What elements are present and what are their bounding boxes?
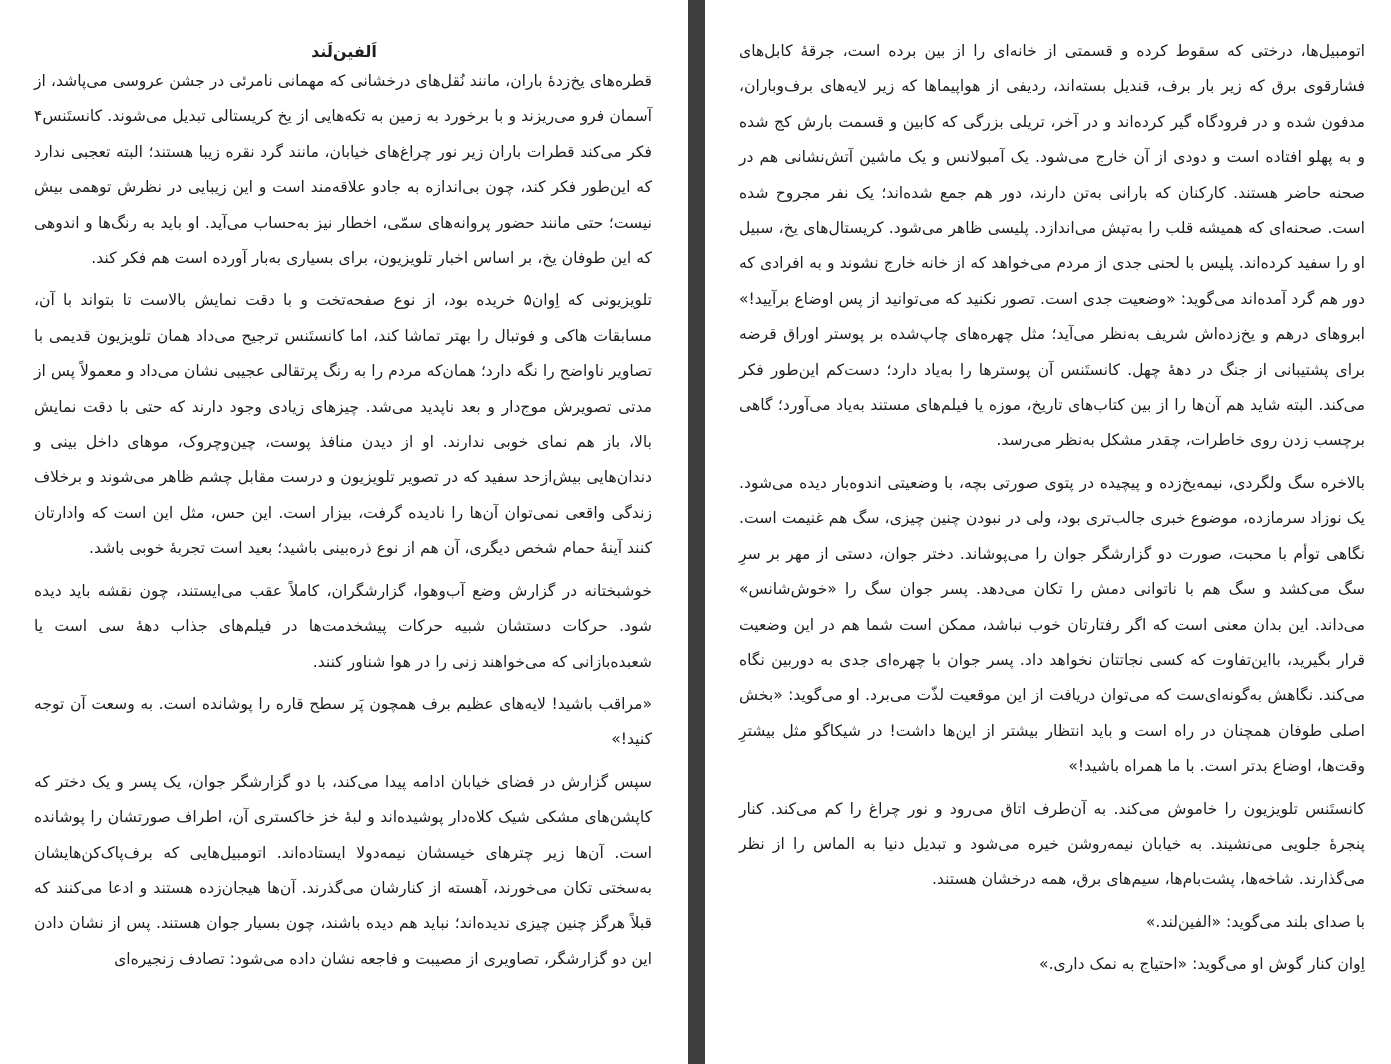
right-text-column <box>739 34 1365 983</box>
paragraph: اتومبیل‌ها، درختی که سقوط کرده و قسمتی از خانه‌ای را از بین برده است، جرقهٔ کابل‌های فشارقوی برق که زیر بار برف، قندیل بسته‌اند، ردیفی از هواپیماها که زیر لایه‌های برف‌وباران، مدفون شده و در فرودگاه گیر کرده‌اند و در آخر، تریلی بزرگی که کابین و قسمت بارش کج شده و به پهلو افتاده است و دودی از آن خارج می‌شود. یک آمبولانس و یک ماشین آتش‌نشانی هم در صحنه حاضر هستند. کارکنان که بارانی به‌تن دارند، دور هم جمع شده‌اند؛ یک نفر مجروح شده است. صحنه‌ای که همیشه قلب را به‌تپش می‌اندازد. پلیسی ظاهر می‌شود. کریستال‌های یخ، سبیل او را سفید کرده‌اند. پلیس با لحنی جدی از مردم می‌خواهد که از خانه خارج نشوند و به افرادی که دور هم گرد آمده‌اند می‌گوید: «وضعیت جدی است. تصور نکنید که می‌توانید از پس اوضاع برآیید!» ابروهای درهم و یخ‌زده‌اش شریف به‌نظر می‌آید؛ مثل چهره‌های چاپ‌شده بر پوستر اوراق قرضه برای پشتیبانی از جنگ در دههٔ چهل. کانستَنس آن پوسترها را به‌یاد دارد؛ دست‌کم این‌طور فکر می‌کند. البته شاید هم آن‌ها را از بین کتاب‌های تاریخ، موزه یا فیلم‌های مستند به‌یاد می‌آورد؛ گاهی برچسب زدن روی خاطرات، چقدر مشکل به‌نظر می‌رسد. <box>739 42 1365 450</box>
left-page <box>0 0 688 1064</box>
chapter-title: اَلفین‌لَند <box>311 42 377 61</box>
paragraph: کانستَنس تلویزیون را خاموش می‌کند. به آن‌طرف اتاق می‌رود و نور چراغ را کم می‌کند. کنار پنجرهٔ جلویی می‌نشیند. به خیابان نیمه‌روشن خیره می‌شود و تبدیل دنیا به الماس را از نظر می‌گذارند. شاخه‌ها، پشت‌بام‌ها، سیم‌های برق، همه درخشان هستند. <box>739 799 1365 889</box>
paragraph: تلویزیونی که اِوان۵ خریده بود، از نوع صفحه‌تخت و با دقت نمایش بالاست تا بتواند با آن، مسابقات هاکی و فوتبال را بهتر تماشا کند، اما کانستَنس ترجیح می‌داد همان تلویزیون قدیمی با تصاویر ناواضح را نگه دارد؛ همان‌که مردم را به رنگ پرتقالی عجیبی نشان می‌داد و معمولاً پس از مدتی تصویرش موج‌دار و بعد ناپدید می‌شد. چیزهای زیادی وجود دارند که حتی با دقت نمایش بالا، باز هم نمای خوبی ندارند. او از دیدن منافذ پوست، چین‌وچروک، موهای داخل بینی و دندان‌هایی بیش‌ازحد سفید که در تصویر تلویزیون و درست مقابل چشم ظاهر می‌شوند و برخلاف زندگی واقعی نمی‌توان آن‌ها را نادیده گرفت، بیزار است. این حس، مثل این است که وادارتان کنند آینهٔ حمام شخص دیگری، آن هم از نوع ذره‌بینی باشید؛ بعید است تجربهٔ خوبی باشد. <box>34 291 652 558</box>
right-page <box>705 0 1391 1064</box>
page-gutter <box>688 0 705 1064</box>
paragraph: قطره‌های یخ‌زدهٔ باران، مانند نُقل‌های درخشانی که مهمانی نامرئی در جشن عروسی می‌پاشد، از آسمان فرو می‌ریزند و با برخورد به زمین به تکه‌هایی از یخ کریستالی تبدیل می‌شوند. کانستَنس۴ فکر می‌کند قطرات باران زیر نور چراغ‌های خیابان، مانند گرد نقره زیبا هستند؛ البته تعجبی ندارد که این‌طور فکر کند، چون بی‌اندازه به جادو علاقه‌مند است و این زیبایی در نظرش توهمی بیش نیست؛ حتی مانند حضور پروانه‌های سمّی، اخطار نیز به‌حساب می‌آید. او باید به رنگ‌ها و اندوهی که این طوفان یخ، بر اساس اخبار تلویزیون، برای بسیاری به‌بار آورده است هم فکر کند. <box>34 72 652 268</box>
paragraph: با صدای بلند می‌گوید: «الفین‌لند.» <box>1145 912 1365 931</box>
paragraph: خوشبختانه در گزارش وضع آب‌وهوا، گزارشگران، کاملاً عقب می‌ایستند، چون نقشه باید دیده شود. حرکات دستشان شبیه حرکات پیشخدمت‌ها در فیلم‌های جذاب دههٔ سی است یا شعبده‌بازانی که می‌خواهند زنی را در هوا شناور کنند. <box>34 581 652 671</box>
paragraph: سپس گزارش در فضای خیابان ادامه پیدا می‌کند، با دو گزارشگر جوان، یک پسر و یک دختر که کاپشن‌های مشکی شیک کلاه‌دار پوشیده‌اند و لبهٔ خز خاکستری آن، اطراف صورتشان را پوشانده است. آن‌ها زیر چترهای خیسشان نیمه‌دولا ایستاده‌اند. اتومبیل‌هایی که برف‌پاک‌کن‌هایشان به‌سختی تکان می‌خورند، آهسته از کنارشان می‌گذرند. آن‌ها هیجان‌زده هستند و ادعا می‌کنند که قبلاً هرگز چنین چیزی ندیده‌اند؛ نباید هم دیده باشند، چون بسیار جوان هستند. پس از نشان دادن این دو گزارشگر، تصاویری از مصیبت و فاجعه نشان داده می‌شود: تصادف زنجیره‌ای <box>34 772 652 968</box>
paragraph: «مراقب باشید! لایه‌های عظیم برف همچون پَر سطح قاره را پوشانده است. به وسعت آن توجه کنید!» <box>34 694 652 749</box>
left-text-column <box>34 64 652 977</box>
paragraph: بالاخره سگ ولگردی، نیمه‌یخ‌زده و پیچیده در پتوی صورتی بچه، با وضعیتی اندوه‌بار دیده می‌شود. یک نوزاد سرمازده، موضوع خبری جالب‌تری بود، ولی در نبودن چنین چیزی، سگ هم غنیمت است. نگاهی توأم با محبت، صورت دو گزارشگر جوان را می‌پوشاند. دختر جوان، دستی از مهر بر سرِ سگ می‌کشد و سگ هم با ناتوانی دمش را تکان می‌دهد. پسر جوان سگ را «خوش‌شانس» می‌داند. این بدان معنی است که اگر رفتارتان خوب نباشد، ممکن است شما هم در این وضعیت قرار بگیرید، بااین‌تفاوت که کسی نجاتتان نخواهد داد. پسر جوان با چهره‌ای جدی به دوربین نگاه می‌کند. نگاهش به‌گونه‌ای‌ست که می‌توان دریافت از این موقعیت لذّت می‌برد. او می‌گوید: «بخش اصلی طوفان همچنان در راه است و باید انتظار بیشتر از این‌ها داشت! در شیکاگو مثل بیشترِ وقت‌ها، اوضاع بدتر است. با ما همراه باشید!» <box>739 473 1365 776</box>
paragraph: اِوان کنار گوش او می‌گوید: «احتیاج به نمک داری.» <box>1039 955 1365 974</box>
